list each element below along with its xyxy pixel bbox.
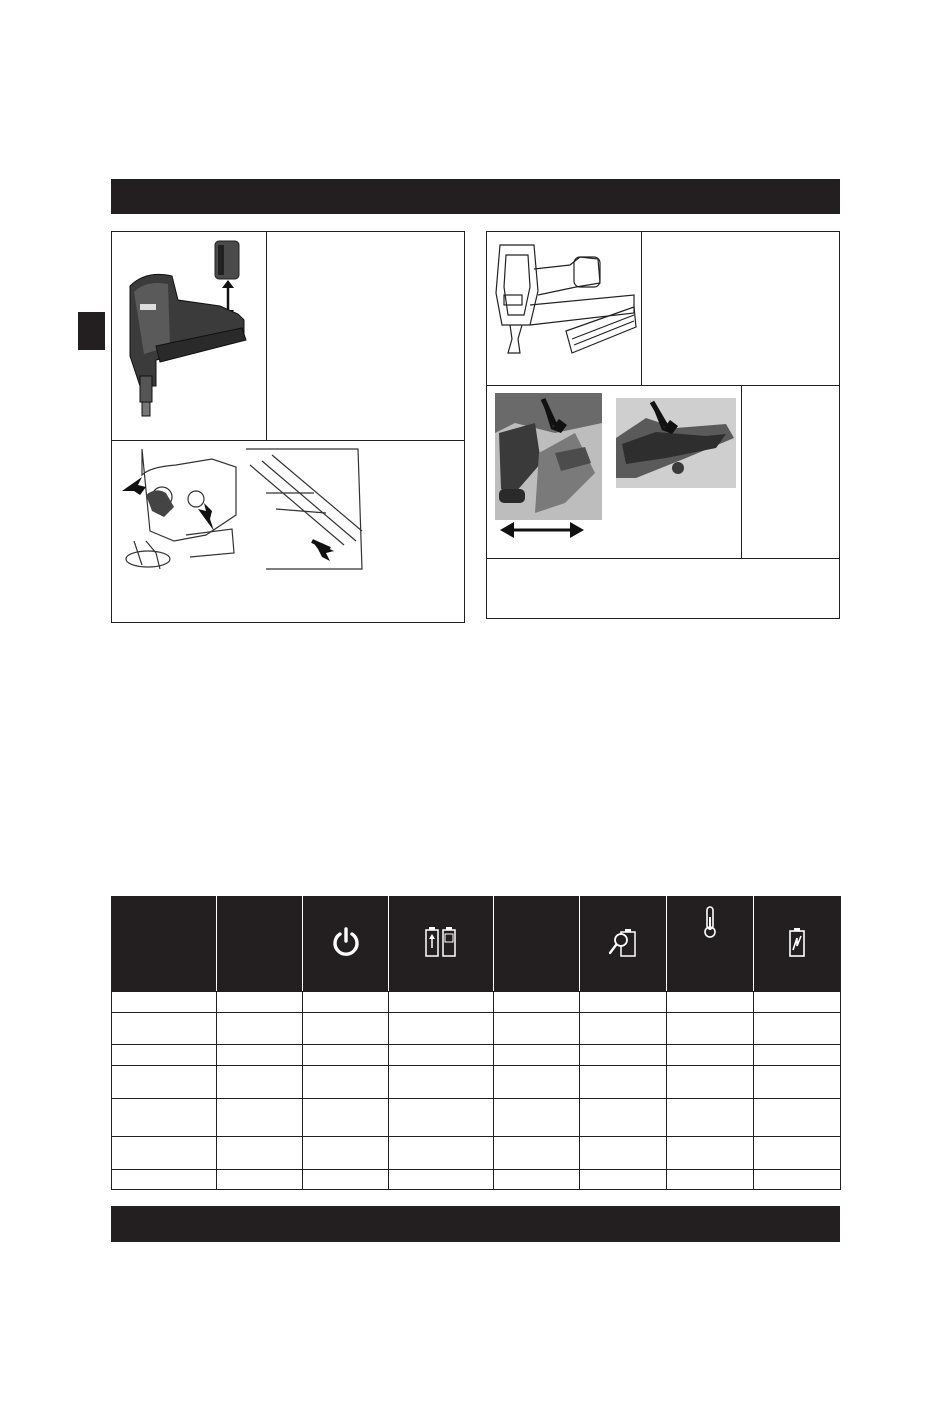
table-header-cell [217,897,303,992]
chapter-tab [78,312,105,350]
jam-release-photo-right [616,398,736,488]
table-header-cell [580,897,667,992]
table-row [112,1137,841,1170]
panel-divider [486,558,840,559]
panel-divider [641,231,642,385]
led-indicator-table [111,896,841,1190]
table-header-cell [494,897,580,992]
panel-divider [111,440,465,441]
horizontal-double-arrow-icon [500,519,584,541]
table-row [112,1066,841,1099]
battery-charge-icon [424,926,458,963]
battery-check-icon [607,926,639,963]
panel-divider [266,231,267,440]
table-row [112,1099,841,1137]
thermometer-icon [702,905,718,944]
table-row [112,1013,841,1045]
section-header-bar-top [111,179,840,214]
panel-divider [741,385,742,558]
table-header-cell [754,897,841,992]
table-row [112,1170,841,1190]
table-header-cell [112,897,217,992]
nailer-battery-insert-figure [116,236,262,436]
table-header-row [112,897,841,992]
power-icon [331,927,361,962]
section-header-bar-bottom [111,1206,840,1242]
table-header-cell [389,897,494,992]
table-row [112,992,841,1013]
nailer-depth-adjust-figure [116,445,364,575]
panel-divider [486,385,840,386]
nailer-magazine-figure [490,235,637,380]
table-row [112,1045,841,1066]
battery-fault-icon [787,926,807,963]
table-header-cell [303,897,389,992]
jam-release-photo-left [495,393,602,520]
table-header-cell [667,897,754,992]
